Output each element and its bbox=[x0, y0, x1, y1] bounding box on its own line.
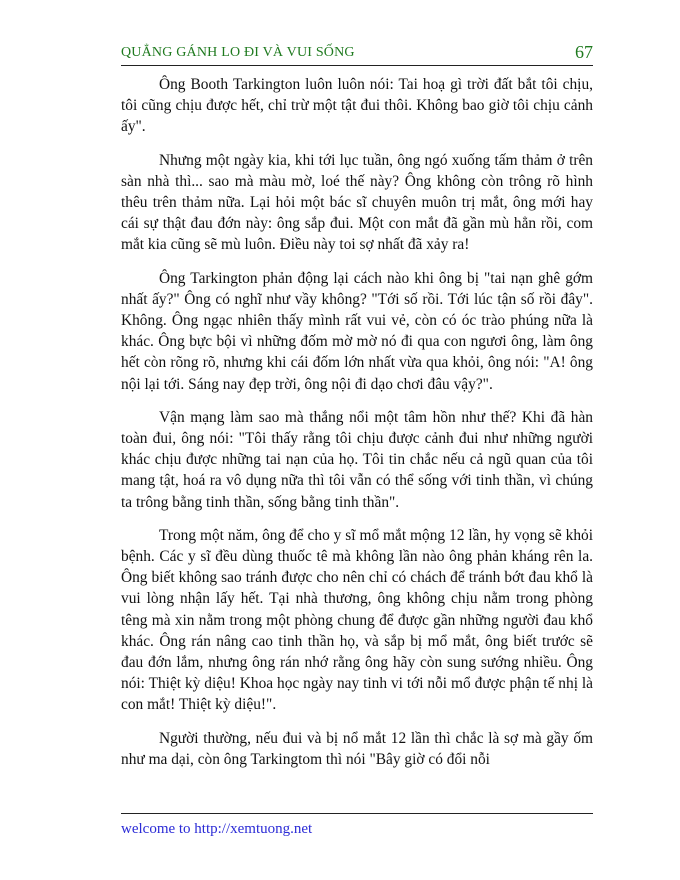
page-header bbox=[121, 42, 593, 66]
website-link[interactable]: welcome to http://xemtuong.net bbox=[121, 821, 313, 837]
paragraph: Người thường, nếu đui và bị nổ mắt 12 lần thì chắc là sợ mà gầy ốm như ma dại, còn ông Tarkingtom thì nói "Bây giờ có đổi nỗi bbox=[121, 729, 593, 768]
paragraph: Ông Booth Tarkington luôn luôn nói: Tai hoạ gì trời đất bắt tôi chịu, tôi cũng chịu được hết, chỉ trừ một tật đui thôi. Không bao giờ tôi chịu cảnh ấy". bbox=[121, 76, 593, 136]
paragraph: Vận mạng làm sao mà thắng nổi một tâm hồn như thế? Khi đã hàn toàn đui, ông nói: "Tôi thấy rằng tôi chịu được cảnh đui như những người khác chịu được những tai nạn của họ. Tôi tin chắc nếu cả ngũ quan của tôi mang tật, hoá ra vô dụng nữa thì tôi vẫn có thể sống với tinh thần, vì chúng ta trông bằng tinh thần, sống bằng tinh thần". bbox=[121, 408, 593, 511]
paragraph: Nhưng một ngày kia, khi tới lục tuần, ông ngó xuống tấm thảm ở trên sàn nhà thì... sao mà màu mờ, loé thế này? Ông không còn trông rõ hình thêu trên thảm nữa. Lại hỏi một bác sĩ chuyên muôn trị mắt, ông mới hay cái sự thật đau đớn này: ông sắp đui. Một con mắt đã gần mù hẳn rồi, com mắt kia cũng sẽ mù luôn. Điều này toi sợ nhất đã xảy ra! bbox=[121, 151, 593, 254]
paragraph: Ông Tarkington phản động lại cách nào khi ông bị "tai nạn ghê gớm nhất ấy?" Ông có nghĩ như vầy không? "Tới số rồi. Tới lúc tận số rồi đây". Không. Ông ngạc nhiên thấy mình rất vui vẻ, còn có óc trào phúng nữa là khác. Ông bực bội vì những đốm mờ mờ nó đi qua con ngươi ông, làm ông hết còn rõng rõ, nhưng khi cái đốm lớn nhất vừa qua khỏi, ông nói: "A! ông nội lại tới. Sáng nay đẹp trời, ông nội đi dạo chơi đâu vậy?". bbox=[121, 269, 593, 393]
page-number: 67 bbox=[575, 42, 593, 62]
page-footer bbox=[121, 813, 593, 838]
paragraph: Trong một năm, ông để cho y sĩ mổ mắt mộng 12 lần, hy vọng sẽ khỏi bệnh. Các y sĩ đều dùng thuốc tê mà không lần nào ông phản kháng rên la. Ông biết không sao tránh được cho nên chỉ có chách để tránh bớt đau khổ là vui lòng nhận lấy hết. Tại nhà thương, ông không chịu nằm trong phòng têng mà xin nằm trong một phòng chung để được gần những người đau khổ khác. Ông rán nâng cao tinh thần họ, và sắp bị mổ mắt, ông biết trước sẽ đau đớn lắm, nhưng ông rán nhớ rằng ông hãy còn sung sướng nhiều. Ông nói: Thiệt kỳ diệu! Khoa học ngày nay tinh vi tới nỗi mổ được phận tế nhị là con mắt! Thiệt kỳ diệu!". bbox=[121, 526, 593, 714]
running-title: QUẲNG GÁNH LO ĐI VÀ VUI SỐNG bbox=[121, 45, 355, 60]
page-body bbox=[121, 74, 593, 782]
